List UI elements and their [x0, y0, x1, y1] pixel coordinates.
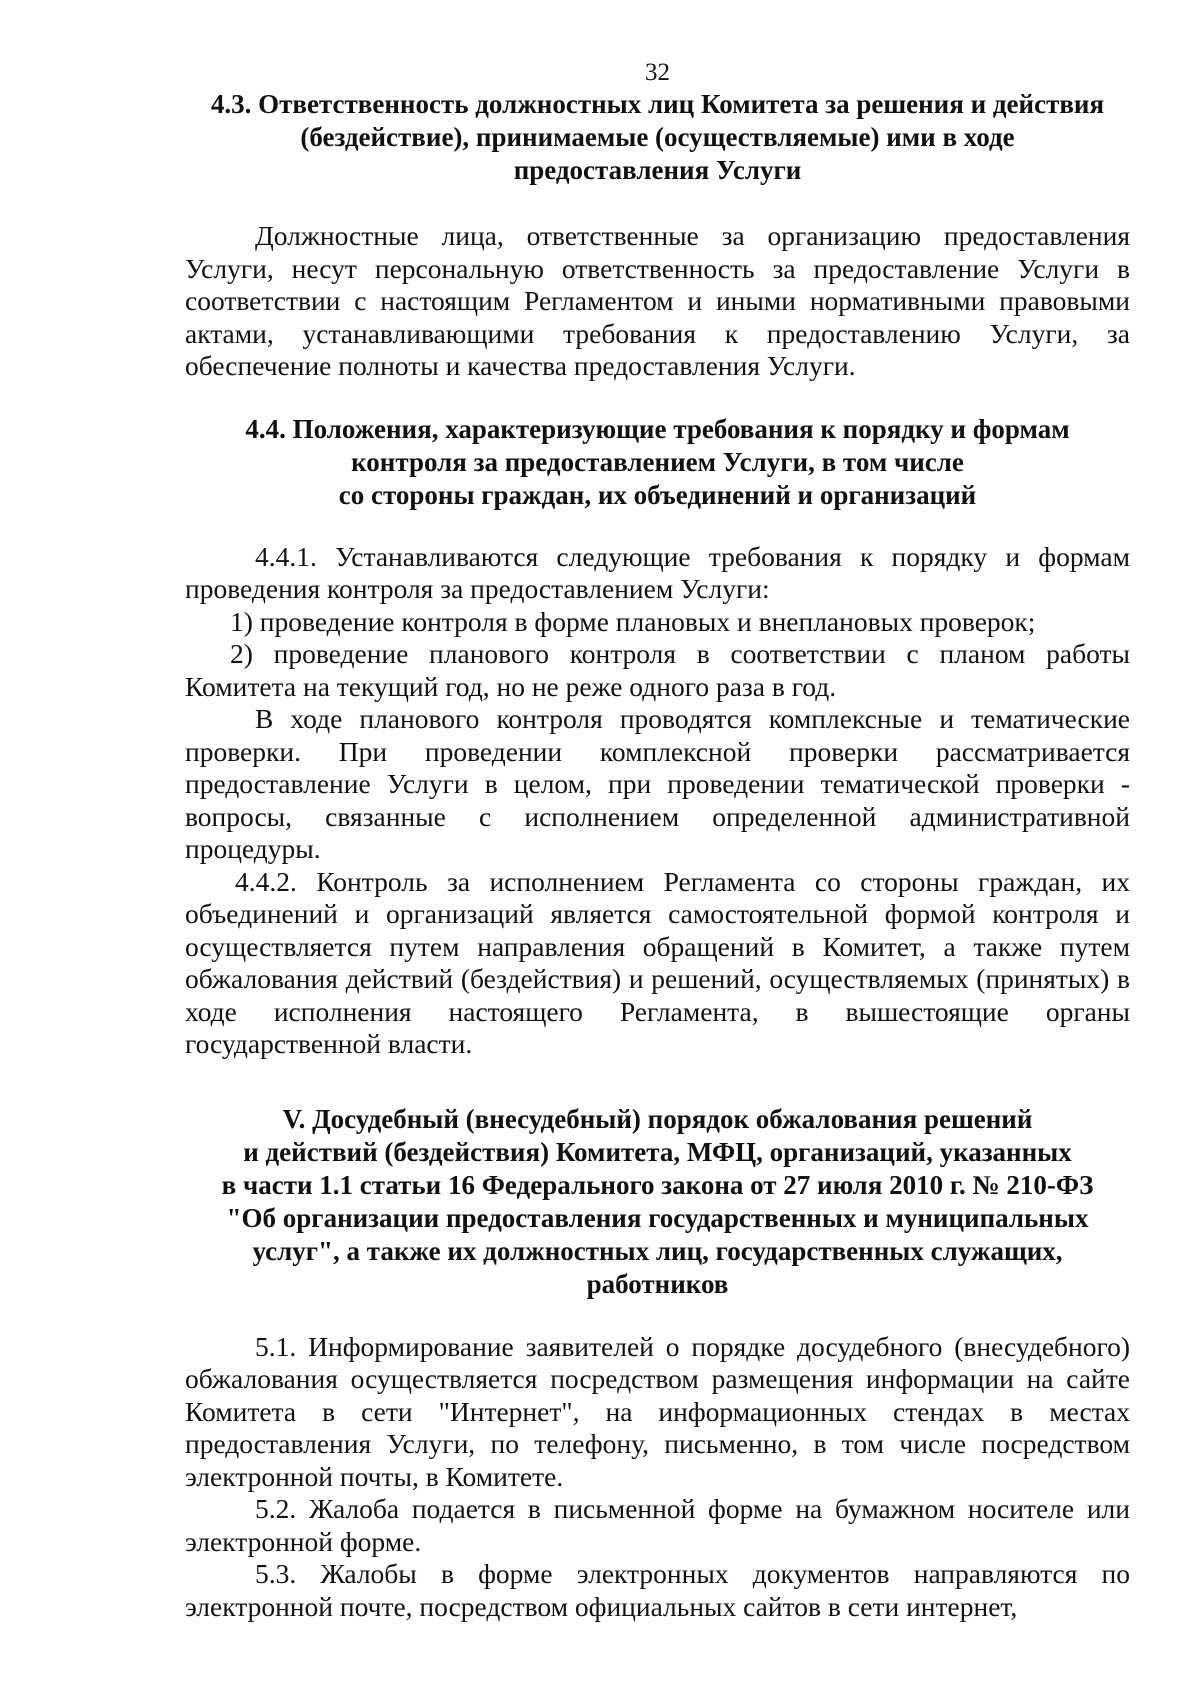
paragraph-planned-control: В ходе планового контроля проводятся комплексные и тематические проверки. При проведении комплексной проверки рассматривается предоставление Услуги в целом, при проведении тематической проверки - вопросы, связанные с исполнением определенной административной процедуры. [185, 703, 1130, 864]
list-item-2: 2) проведение планового контроля в соответствии с планом работы Комитета на текущий год, но не реже одного раза в год. [185, 638, 1130, 702]
heading-line: V. Досудебный (внесудебный) порядок обжалования решений [282, 1103, 1033, 1134]
heading-line: услуг", а также их должностных лиц, государственных служащих, [252, 1235, 1063, 1266]
heading-line: и действий (бездействия) Комитета, МФЦ, организаций, указанных [243, 1136, 1072, 1167]
paragraph-4-4-1: 4.4.1. Устанавливаются следующие требования к порядку и формам проведения контроля за предоставлением Услуги: [185, 540, 1130, 604]
section-4-3-heading [185, 88, 1130, 187]
heading-line: (бездействие), принимаемые (осуществляемые) ими в ходе [300, 122, 1015, 152]
heading-line: "Об организации предоставления государственных и муниципальных [226, 1202, 1089, 1233]
heading-line: работников [586, 1268, 729, 1299]
heading-line: со стороны граждан, их объединений и организаций [338, 479, 977, 510]
paragraph-5-2: 5.2. Жалоба подается в письменной форме на бумажном носителе или электронной форме. [185, 1493, 1130, 1557]
section-4-4-heading [185, 413, 1130, 512]
page-number: 32 [645, 59, 670, 86]
paragraph-5-3: 5.3. Жалобы в форме электронных документов направляются по электронной почте, посредством официальных сайтов в сети интернет, [185, 1558, 1130, 1622]
heading-line: 4.4. Положения, характеризующие требования к порядку и формам [245, 413, 1070, 444]
list-item-1: 1) проведение контроля в форме плановых и внеплановых проверок; [230, 605, 1036, 637]
document-page [185, 58, 1130, 1623]
heading-line: в части 1.1 статьи 16 Федерального закона от 27 июля 2010 г. № 210-ФЗ [221, 1169, 1094, 1200]
section-4-3-paragraph: Должностные лица, ответственные за организацию предоставления Услуги, несут персональную ответственность за предоставление Услуги в соответствии с настоящим Регламентом и иными нормативными правовыми актами, устанавливающими требования к предоставлению Услуги, за обеспечение полноты и качества предоставления Услуги. [185, 220, 1130, 381]
heading-line: 4.3. Ответственность должностных лиц Комитета за решения и действия [210, 89, 1105, 119]
heading-line: предоставления Услуги [513, 155, 802, 185]
heading-line: контроля за предоставлением Услуги, в том числе [351, 446, 964, 477]
section-5-heading [185, 1103, 1130, 1301]
paragraph-4-4-2: 4.4.2. Контроль за исполнением Регламента со стороны граждан, их объединений и организаций является самостоятельной формой контроля и осуществляется путем направления обращений в Комитет, а также путем обжалования действий (бездействия) и решений, осуществляемых (принятых) в ходе исполнения настоящего Регламента, в вышестоящие органы государственной власти. [185, 865, 1130, 1059]
paragraph-5-1: 5.1. Информирование заявителей о порядке досудебного (внесудебного) обжалования осуществляется посредством размещения информации на сайте Комитета в сети "Интернет", на информационных стендах в местах предоставления Услуги, по телефону, письменно, в том числе посредством электронной почты, в Комитете. [185, 1330, 1130, 1492]
